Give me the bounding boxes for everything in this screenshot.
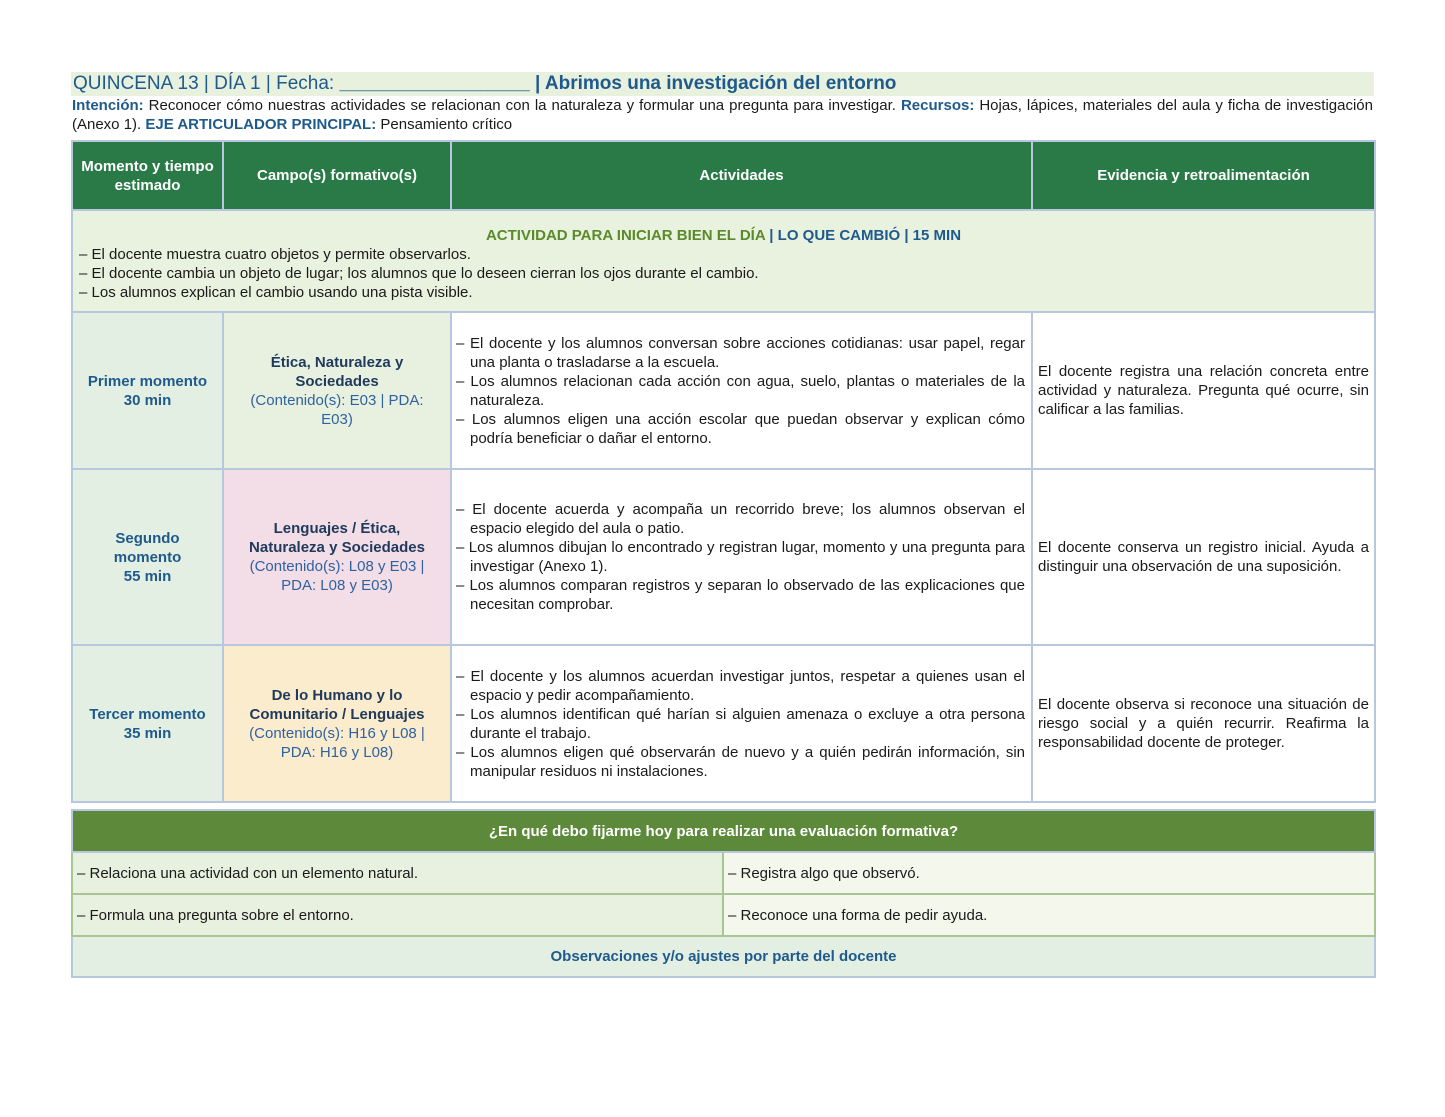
intencion-text: Reconocer cómo nuestras actividades se relacionan con la naturaleza y formular una pregunta para investigar. <box>143 97 901 114</box>
evidence-cell: El docente observa si reconoce una situación de riesgo social y a quién recurrir. Reafirma la responsabilidad docente de proteger. <box>1032 645 1375 802</box>
campo-name: Lenguajes / Ética, Naturaleza y Sociedades <box>249 520 425 556</box>
warmup-line: – El docente muestra cuatro objetos y permite observarlos. <box>79 246 471 263</box>
campo-contenido: (Contenido(s): E03 | PDA: E03) <box>250 391 424 428</box>
evaluation-header: ¿En qué debo fijarme hoy para realizar una evaluación formativa? <box>72 810 1375 852</box>
lesson-plan-page <box>71 72 1374 978</box>
recursos-label: Recursos: <box>900 97 975 114</box>
activity-item: – Los alumnos identifican qué harían si alguien amenaza o excluye a otra persona durante el trabajo. <box>456 705 1025 742</box>
warmup-title-main: ACTIVIDAD PARA INICIAR BIEN EL DÍA <box>485 227 766 244</box>
activity-item: – El docente y los alumnos acuerdan investigar juntos, respetar a quienes usan el espacio y pedir acompañamiento. <box>456 667 1025 704</box>
table-row <box>72 312 1375 469</box>
evaluation-table <box>71 809 1376 978</box>
campo-cell <box>223 312 451 469</box>
intro-paragraph <box>71 96 1374 134</box>
table-row <box>72 469 1375 645</box>
title-suffix: | Abrimos una investigación del entorno <box>529 73 897 94</box>
moment-cell <box>72 645 223 802</box>
evaluation-item: – Formula una pregunta sobre el entorno. <box>72 894 723 936</box>
title-prefix: QUINCENA 13 | DÍA 1 | Fecha: <box>73 73 340 94</box>
activity-item: – Los alumnos eligen una acción escolar que puedan observar y explican cómo podría beneficiar o dañar el entorno. <box>456 410 1025 447</box>
moment-name: Segundo momento <box>113 529 182 566</box>
eje-label: EJE ARTICULADOR PRINCIPAL: <box>145 116 377 133</box>
evidence-cell: El docente conserva un registro inicial. Ayuda a distinguir una observación de una suposición. <box>1032 469 1375 645</box>
moment-time: 30 min <box>123 391 172 409</box>
evaluation-item: – Registra algo que observó. <box>723 852 1375 894</box>
warmup-line: – Los alumnos explican el cambio usando una pista visible. <box>79 284 473 301</box>
activity-item: – Los alumnos relacionan cada acción con agua, suelo, plantas o materiales de la naturaleza. <box>456 372 1025 409</box>
moment-time: 35 min <box>123 724 172 742</box>
warmup-cell <box>72 210 1375 312</box>
warmup-row <box>72 210 1375 312</box>
campo-contenido: (Contenido(s): L08 y E03 | PDA: L08 y E03) <box>249 558 425 594</box>
moment-cell <box>72 312 223 469</box>
activity-item: – El docente acuerda y acompaña un recorrido breve; los alumnos observan el espacio elegido del aula o patio. <box>456 501 1025 537</box>
activities-cell <box>451 469 1032 645</box>
campo-cell <box>223 469 451 645</box>
activity-item: – Los alumnos comparan registros y separan lo observado de las explicaciones que necesitan comprobar. <box>456 577 1025 613</box>
activity-item: – El docente y los alumnos conversan sobre acciones cotidianas: usar papel, regar una planta o trasladarse a la escuela. <box>456 334 1025 371</box>
recursos-text: Hojas, lápices, materiales del aula y ficha de investigación (Anexo 1). <box>72 97 1373 133</box>
activities-table <box>71 140 1376 803</box>
observations-footer: Observaciones y/o ajustes por parte del docente <box>72 936 1375 977</box>
warmup-line: – El docente cambia un objeto de lugar; los alumnos que lo deseen cierran los ojos durante el cambio. <box>79 265 759 282</box>
date-blank: __________________ <box>339 73 530 94</box>
moment-name: Primer momento <box>87 372 208 390</box>
header-evidencia: Evidencia y retroalimentación <box>1032 141 1375 210</box>
campo-contenido: (Contenido(s): H16 y L08 | PDA: H16 y L08) <box>249 724 425 761</box>
campo-cell <box>223 645 451 802</box>
moment-cell <box>72 469 223 645</box>
table-header-row <box>72 141 1375 210</box>
header-actividades: Actividades <box>451 141 1032 210</box>
warmup-title-sub: | LO QUE CAMBIÓ | 15 MIN <box>765 227 962 244</box>
eje-text: Pensamiento crítico <box>376 116 513 133</box>
activities-cell <box>451 312 1032 469</box>
activities-cell <box>451 645 1032 802</box>
moment-time: 55 min <box>123 567 172 585</box>
table-row <box>72 645 1375 802</box>
activity-item: – Los alumnos dibujan lo encontrado y registran lugar, momento y una pregunta para investigar (Anexo 1). <box>456 539 1025 575</box>
intencion-label: Intención: <box>72 97 144 114</box>
campo-name: De lo Humano y lo Comunitario / Lenguajes <box>249 686 425 723</box>
moment-name: Tercer momento <box>89 705 206 723</box>
evidence-cell: El docente registra una relación concreta entre actividad y naturaleza. Pregunta qué ocurre, sin calificar a las familias. <box>1032 312 1375 469</box>
header-campo: Campo(s) formativo(s) <box>223 141 451 210</box>
campo-name: Ética, Naturaleza y Sociedades <box>270 353 404 390</box>
header-momento: Momento y tiempo estimado <box>72 141 223 210</box>
page-title <box>71 72 1374 96</box>
evaluation-item: – Relaciona una actividad con un elemento natural. <box>72 852 723 894</box>
warmup-title <box>79 226 1368 245</box>
evaluation-item: – Reconoce una forma de pedir ayuda. <box>723 894 1375 936</box>
activity-item: – Los alumnos eligen qué observarán de nuevo y a quién pedirán información, sin manipular residuos ni instalaciones. <box>456 743 1025 780</box>
